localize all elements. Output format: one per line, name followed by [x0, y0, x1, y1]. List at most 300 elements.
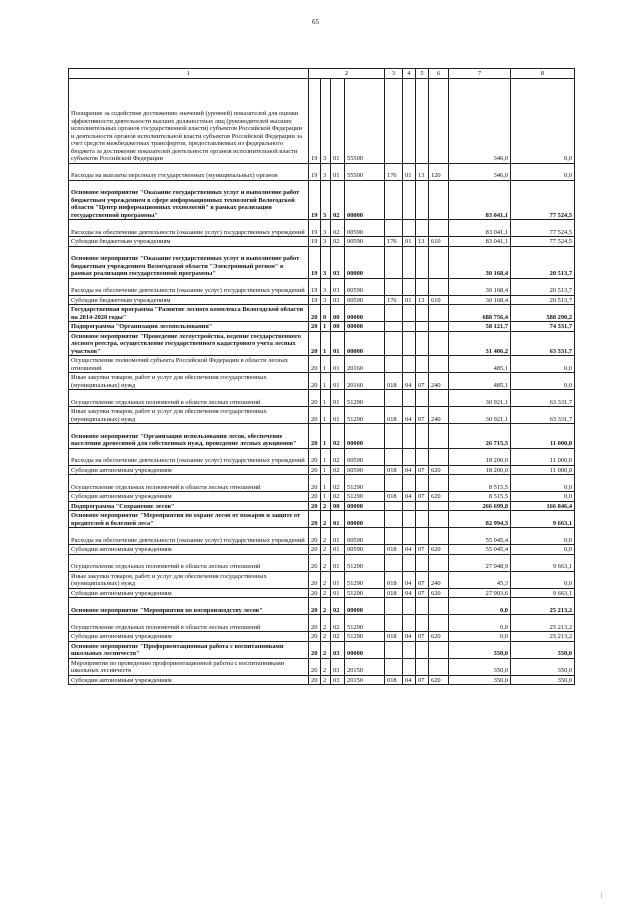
cell-subsection [416, 356, 429, 373]
cell-section [403, 390, 416, 407]
cell-code-c: 03 [331, 278, 345, 295]
table-header-row [69, 69, 575, 79]
table-row [69, 163, 575, 180]
cell-section [403, 246, 416, 278]
cell-code-c: 01 [331, 407, 345, 424]
cell-code-d: 20150 [345, 675, 385, 685]
table-row [69, 237, 575, 247]
cell-code-a: 20 [309, 356, 321, 373]
cell-expense-type: 610 [429, 295, 449, 305]
cell-value-2016: 346,0 [449, 79, 511, 164]
cell-code-b: 2 [321, 675, 331, 685]
cell-subsection: 07 [416, 675, 429, 685]
cell-value-2016: 31 406,2 [449, 331, 511, 356]
cell-row-name: Осуществление отдельных полномочий в области лесных отношений [69, 390, 309, 407]
cell-section: 04 [403, 465, 416, 475]
cell-section [403, 220, 416, 237]
cell-section: 04 [403, 675, 416, 685]
cell-value-2017: 0,0 [511, 373, 575, 390]
cell-code-c: 02 [331, 448, 345, 465]
cell-row-name: Иные закупки товаров, работ и услуг для обеспечения государственных (муниципальных) нужд [69, 373, 309, 390]
table-row [69, 305, 575, 322]
cell-code-c: 02 [331, 615, 345, 632]
cell-section: 04 [403, 545, 416, 555]
cell-grbs [385, 598, 403, 615]
cell-expense-type [429, 390, 449, 407]
cell-code-c: 01 [331, 511, 345, 528]
cell-code-d: 51290 [345, 632, 385, 642]
cell-value-2016: 485,1 [449, 373, 511, 390]
cell-value-2017: 74 331,7 [511, 322, 575, 332]
cell-code-b: 2 [321, 511, 331, 528]
table-row [69, 641, 575, 658]
cell-code-b: 0 [321, 305, 331, 322]
cell-code-a: 19 [309, 180, 321, 220]
cell-code-d: 20160 [345, 356, 385, 373]
table-row [69, 528, 575, 545]
cell-expense-type [429, 331, 449, 356]
cell-row-name: Основное мероприятие "Мероприятия по воспроизводству лесов" [69, 598, 309, 615]
cell-grbs: 176 [385, 163, 403, 180]
cell-code-c: 01 [331, 373, 345, 390]
cell-section [403, 180, 416, 220]
cell-code-a: 20 [309, 675, 321, 685]
header-col-3: 3 [385, 69, 403, 79]
table-row [69, 588, 575, 598]
table-row [69, 424, 575, 449]
cell-code-c: 01 [331, 554, 345, 571]
cell-subsection [416, 598, 429, 615]
cell-code-c: 03 [331, 641, 345, 658]
cell-value-2017: 350,0 [511, 675, 575, 685]
header-col-5: 5 [416, 69, 429, 79]
cell-value-2016: 8 515,5 [449, 492, 511, 502]
table-row [69, 492, 575, 502]
cell-value-2017: 0,0 [511, 528, 575, 545]
cell-section [403, 658, 416, 675]
table-row [69, 545, 575, 555]
cell-code-c: 01 [331, 356, 345, 373]
cell-code-a: 19 [309, 278, 321, 295]
cell-row-name: Субсидии автономным учреждениям [69, 545, 309, 555]
cell-code-c: 01 [331, 390, 345, 407]
cell-value-2017: 11 000,0 [511, 424, 575, 449]
cell-section: 04 [403, 588, 416, 598]
cell-code-d: 00000 [345, 641, 385, 658]
cell-code-a: 19 [309, 220, 321, 237]
cell-grbs [385, 475, 403, 492]
cell-code-a: 19 [309, 246, 321, 278]
cell-expense-type: 620 [429, 675, 449, 685]
cell-value-2016: 55 045,4 [449, 545, 511, 555]
cell-code-b: 1 [321, 390, 331, 407]
cell-code-d: 51290 [345, 492, 385, 502]
table-row [69, 501, 575, 511]
cell-subsection [416, 278, 429, 295]
cell-grbs: 018 [385, 545, 403, 555]
cell-code-c: 01 [331, 331, 345, 356]
cell-code-c: 00 [331, 305, 345, 322]
cell-code-d: 00000 [345, 511, 385, 528]
cell-expense-type [429, 475, 449, 492]
cell-code-b: 1 [321, 492, 331, 502]
cell-code-c: 00 [331, 322, 345, 332]
cell-expense-type [429, 511, 449, 528]
header-col-1: 1 [69, 69, 309, 79]
cell-row-name: Расходы на обеспечение деятельности (оказание услуг) государственных учреждений [69, 278, 309, 295]
cell-value-2016: 346,0 [449, 163, 511, 180]
cell-code-b: 1 [321, 448, 331, 465]
cell-code-a: 20 [309, 448, 321, 465]
cell-grbs: 018 [385, 373, 403, 390]
cell-code-a: 20 [309, 390, 321, 407]
cell-row-name: Субсидии автономным учреждениям [69, 675, 309, 685]
cell-section: 01 [403, 163, 416, 180]
cell-value-2017: 9 663,1 [511, 554, 575, 571]
cell-code-a: 19 [309, 237, 321, 247]
cell-row-name: Иные закупки товаров, работ и услуг для обеспечения государственных (муниципальных) нужд [69, 571, 309, 588]
cell-expense-type [429, 356, 449, 373]
cell-subsection: 07 [416, 588, 429, 598]
cell-subsection: 07 [416, 492, 429, 502]
cell-code-a: 20 [309, 475, 321, 492]
cell-value-2017: 11 000,0 [511, 465, 575, 475]
cell-code-a: 20 [309, 373, 321, 390]
cell-section: 04 [403, 571, 416, 588]
cell-value-2016: 58 121,7 [449, 322, 511, 332]
cell-section [403, 598, 416, 615]
cell-grbs: 018 [385, 675, 403, 685]
cell-subsection [416, 305, 429, 322]
cell-code-a: 20 [309, 465, 321, 475]
cell-section [403, 322, 416, 332]
cell-row-name: Расходы на обеспечение деятельности (оказание услуг) государственных учреждений [69, 220, 309, 237]
cell-value-2016: 350,0 [449, 641, 511, 658]
cell-value-2017: 25 213,2 [511, 632, 575, 642]
table-row [69, 390, 575, 407]
cell-value-2016: 350,0 [449, 658, 511, 675]
cell-code-b: 1 [321, 322, 331, 332]
cell-code-d: 00590 [345, 220, 385, 237]
cell-code-c: 03 [331, 295, 345, 305]
cell-expense-type: 620 [429, 545, 449, 555]
cell-code-d: 00590 [345, 278, 385, 295]
cell-expense-type: 120 [429, 163, 449, 180]
table-row [69, 331, 575, 356]
cell-subsection [416, 528, 429, 545]
table-row [69, 475, 575, 492]
cell-code-a: 19 [309, 295, 321, 305]
cell-code-d: 00000 [345, 598, 385, 615]
cell-expense-type: 620 [429, 492, 449, 502]
cell-subsection: 13 [416, 163, 429, 180]
cell-subsection [416, 220, 429, 237]
cell-value-2017: 9 663,1 [511, 588, 575, 598]
cell-grbs: 018 [385, 588, 403, 598]
cell-subsection [416, 511, 429, 528]
cell-subsection: 13 [416, 237, 429, 247]
cell-code-b: 1 [321, 356, 331, 373]
cell-code-d: 51290 [345, 588, 385, 598]
cell-section [403, 79, 416, 164]
cell-code-a: 20 [309, 331, 321, 356]
cell-code-c: 01 [331, 528, 345, 545]
cell-grbs [385, 220, 403, 237]
table-row [69, 220, 575, 237]
cell-value-2017: 77 524,5 [511, 180, 575, 220]
table-row [69, 373, 575, 390]
cell-subsection: 13 [416, 295, 429, 305]
cell-grbs [385, 278, 403, 295]
cell-code-b: 1 [321, 331, 331, 356]
cell-value-2016: 55 045,4 [449, 528, 511, 545]
cell-code-d: 51290 [345, 554, 385, 571]
cell-section: 04 [403, 407, 416, 424]
cell-expense-type [429, 528, 449, 545]
cell-section [403, 448, 416, 465]
cell-row-name: Основное мероприятие "Проведение лесоустройства, ведение государственного лесного реестра, осуществление государственного кадастрового учета лесных участков" [69, 331, 309, 356]
cell-code-a: 20 [309, 588, 321, 598]
cell-code-a: 20 [309, 615, 321, 632]
cell-code-a: 20 [309, 407, 321, 424]
cell-row-name: Расходы на обеспечение деятельности (оказание услуг) государственных учреждений [69, 448, 309, 465]
cell-subsection [416, 641, 429, 658]
cell-subsection: 07 [416, 373, 429, 390]
cell-row-name: Осуществление полномочий субъекта Российской Федерации в области лесных отношений [69, 356, 309, 373]
cell-value-2017: 0,0 [511, 79, 575, 164]
cell-grbs: 176 [385, 295, 403, 305]
cell-subsection [416, 79, 429, 164]
cell-value-2017: 77 524,5 [511, 237, 575, 247]
cell-section [403, 501, 416, 511]
cell-code-a: 20 [309, 501, 321, 511]
cell-code-c: 02 [331, 632, 345, 642]
table-row [69, 571, 575, 588]
cell-expense-type [429, 448, 449, 465]
table-row [69, 246, 575, 278]
cell-grbs: 018 [385, 492, 403, 502]
table-row [69, 554, 575, 571]
cell-section [403, 305, 416, 322]
cell-grbs [385, 246, 403, 278]
cell-value-2017: 25 213,2 [511, 615, 575, 632]
cell-code-d: 00000 [345, 180, 385, 220]
cell-code-b: 1 [321, 424, 331, 449]
cell-row-name: Поощрение за содействие достижению значений (уровней) показателей для оценки эффективности деятельности высших должностных лиц (руководителей высших исполнительных органов государственной власти) субъектов Российской Федерации и деятельности органов исполнительной власти субъектов Российской Федерации за счет средств межбюджетных трансфертов, предоставляемых из федерального бюджета за достижение показателей деятельности органов исполнительной власти субъектов Российской Федерации [69, 79, 309, 164]
cell-section [403, 278, 416, 295]
cell-code-d: 51290 [345, 571, 385, 588]
cell-section [403, 615, 416, 632]
cell-code-b: 2 [321, 615, 331, 632]
cell-value-2016: 26 715,5 [449, 424, 511, 449]
cell-value-2017: 20 513,7 [511, 295, 575, 305]
cell-code-d: 00000 [345, 246, 385, 278]
cell-grbs [385, 641, 403, 658]
cell-row-name: Мероприятия по проведению профориентационной работы с воспитанниками школьных лесничеств [69, 658, 309, 675]
cell-code-d: 00000 [345, 501, 385, 511]
cell-row-name: Субсидии автономным учреждениям [69, 492, 309, 502]
cell-value-2016: 0,0 [449, 598, 511, 615]
cell-expense-type: 610 [429, 237, 449, 247]
cell-subsection [416, 475, 429, 492]
cell-subsection [416, 424, 429, 449]
cell-value-2017: 9 663,1 [511, 511, 575, 528]
cell-row-name: Осуществление отдельных полномочий в области лесных отношений [69, 475, 309, 492]
cell-code-d: 51290 [345, 615, 385, 632]
cell-section [403, 641, 416, 658]
cell-code-d: 00590 [345, 545, 385, 555]
table-row [69, 632, 575, 642]
cell-expense-type [429, 322, 449, 332]
cell-grbs: 018 [385, 632, 403, 642]
cell-grbs: 176 [385, 237, 403, 247]
cell-grbs [385, 79, 403, 164]
cell-section: 01 [403, 237, 416, 247]
cell-row-name: Основное мероприятие "Организация использования лесов, обеспечение населения древесиной для собственных нужд, проведение лесных аукционов" [69, 424, 309, 449]
table-row [69, 295, 575, 305]
cell-value-2016: 27 948,9 [449, 554, 511, 571]
cell-expense-type [429, 305, 449, 322]
cell-subsection [416, 448, 429, 465]
cell-value-2016: 83 041,1 [449, 180, 511, 220]
cell-code-b: 2 [321, 571, 331, 588]
cell-row-name: Субсидии бюджетным учреждениям [69, 295, 309, 305]
header-col-7: 7 [449, 69, 511, 79]
cell-code-a: 20 [309, 571, 321, 588]
cell-code-c: 01 [331, 588, 345, 598]
cell-code-b: 2 [321, 632, 331, 642]
cell-code-b: 2 [321, 588, 331, 598]
cell-subsection [416, 390, 429, 407]
cell-grbs [385, 322, 403, 332]
cell-expense-type [429, 424, 449, 449]
cell-value-2017: 350,0 [511, 658, 575, 675]
cell-code-d: 51290 [345, 390, 385, 407]
cell-expense-type: 620 [429, 588, 449, 598]
cell-value-2016: 0,0 [449, 632, 511, 642]
cell-value-2016: 18 200,0 [449, 448, 511, 465]
table-row [69, 278, 575, 295]
cell-subsection [416, 658, 429, 675]
cell-value-2017: 25 213,2 [511, 598, 575, 615]
page-number: 65 [312, 18, 319, 26]
cell-code-d: 00000 [345, 322, 385, 332]
cell-row-name: Субсидии автономным учреждениям [69, 588, 309, 598]
cell-expense-type [429, 641, 449, 658]
cell-code-c: 03 [331, 658, 345, 675]
table-row [69, 465, 575, 475]
cell-section [403, 331, 416, 356]
header-col-4: 4 [403, 69, 416, 79]
cell-code-c: 00 [331, 501, 345, 511]
cell-code-a: 20 [309, 424, 321, 449]
cell-subsection [416, 554, 429, 571]
table-row [69, 356, 575, 373]
cell-value-2017: 63 331,7 [511, 407, 575, 424]
cell-expense-type: 240 [429, 373, 449, 390]
cell-section: 01 [403, 295, 416, 305]
cell-code-a: 19 [309, 79, 321, 164]
cell-code-d: 20150 [345, 658, 385, 675]
cell-value-2017: 166 846,4 [511, 501, 575, 511]
cell-code-b: 2 [321, 641, 331, 658]
table-row [69, 598, 575, 615]
header-col-2: 2 [309, 69, 385, 79]
cell-value-2017: 0,0 [511, 571, 575, 588]
table-row [69, 322, 575, 332]
cell-value-2016: 45,3 [449, 571, 511, 588]
cell-expense-type: 240 [429, 407, 449, 424]
cell-code-a: 20 [309, 632, 321, 642]
cell-code-a: 20 [309, 511, 321, 528]
cell-code-c: 02 [331, 475, 345, 492]
cell-code-b: 1 [321, 475, 331, 492]
cell-code-c: 02 [331, 598, 345, 615]
cell-row-name: Субсидии автономным учреждениям [69, 465, 309, 475]
cell-row-name: Основное мероприятие "Оказание государственных услуг и выполнение работ бюджетным учреждением Вологодской области "Электронный регион" в рамках реализации государственной программы" [69, 246, 309, 278]
cell-expense-type [429, 220, 449, 237]
cell-grbs [385, 511, 403, 528]
cell-code-b: 3 [321, 79, 331, 164]
cell-section: 04 [403, 492, 416, 502]
cell-code-b: 2 [321, 501, 331, 511]
cell-code-b: 3 [321, 180, 331, 220]
cell-row-name: Подпрограмма "Сохранение лесов" [69, 501, 309, 511]
cell-subsection: 07 [416, 545, 429, 555]
table-row [69, 615, 575, 632]
cell-value-2017: 77 524,5 [511, 220, 575, 237]
cell-code-c: 01 [331, 163, 345, 180]
cell-expense-type [429, 554, 449, 571]
cell-row-name: Подпрограмма "Организация лесопользования" [69, 322, 309, 332]
cell-code-d: 00590 [345, 448, 385, 465]
cell-code-b: 2 [321, 554, 331, 571]
cell-section [403, 554, 416, 571]
cell-expense-type [429, 79, 449, 164]
cell-row-name: Государственная программа "Развитие лесного комплекса Вологодской области на 2014-2020 годы" [69, 305, 309, 322]
cell-section [403, 356, 416, 373]
cell-code-b: 2 [321, 528, 331, 545]
cell-value-2016: 485,1 [449, 356, 511, 373]
cell-code-a: 20 [309, 322, 321, 332]
cell-value-2016: 30 168,4 [449, 278, 511, 295]
cell-row-name: Основное мероприятие "Профориентационная работа с воспитанниками школьных лесничеств" [69, 641, 309, 658]
cell-row-name: Осуществление отдельных полномочий в области лесных отношений [69, 615, 309, 632]
cell-code-b: 3 [321, 278, 331, 295]
cell-grbs [385, 528, 403, 545]
cell-grbs [385, 305, 403, 322]
table-row [69, 79, 575, 164]
cell-value-2017: 0,0 [511, 545, 575, 555]
cell-code-a: 20 [309, 598, 321, 615]
budget-table [68, 68, 575, 685]
cell-code-d: 00590 [345, 528, 385, 545]
cell-code-b: 2 [321, 598, 331, 615]
cell-grbs: 018 [385, 465, 403, 475]
cell-grbs [385, 356, 403, 373]
cell-subsection [416, 501, 429, 511]
cell-code-c: 02 [331, 424, 345, 449]
cell-code-d: 00000 [345, 424, 385, 449]
cell-code-b: 3 [321, 246, 331, 278]
cell-row-name: Иные закупки товаров, работ и услуг для обеспечения государственных (муниципальных) нужд [69, 407, 309, 424]
cell-value-2016: 30 168,4 [449, 295, 511, 305]
cell-subsection: 07 [416, 407, 429, 424]
cell-row-name: Осуществление отдельных полномочий в области лесных отношений [69, 554, 309, 571]
cell-grbs [385, 424, 403, 449]
cell-row-name: Основное мероприятие "Оказание государственных услуг и выполнение работ бюджетным учреждением в сфере информационных технологий Вологодской области "Центр информационных технологий" в рамках реализации государственной программы" [69, 180, 309, 220]
cell-expense-type [429, 180, 449, 220]
